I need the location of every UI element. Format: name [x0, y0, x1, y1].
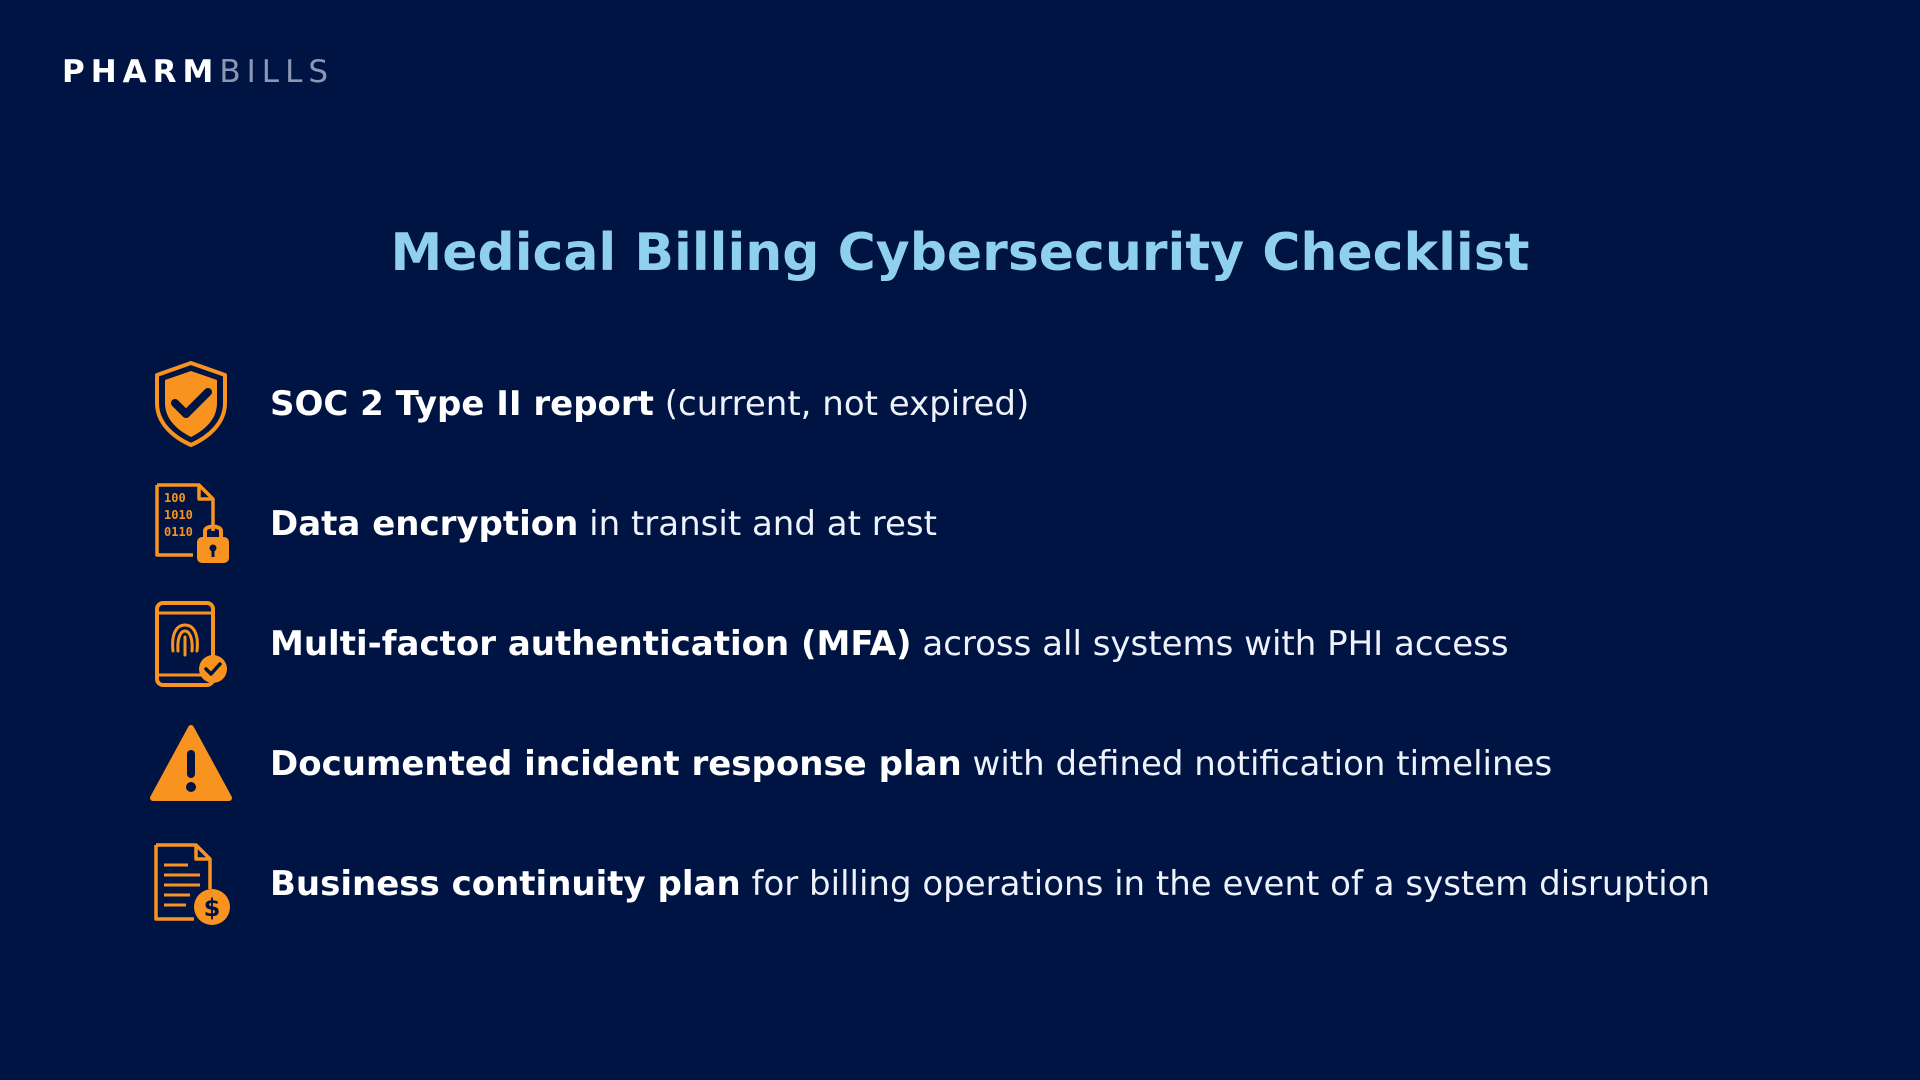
item-bold-text: Documented incident response plan — [270, 744, 962, 784]
fingerprint-phone-icon — [148, 598, 234, 690]
brand-logo — [62, 52, 334, 92]
item-bold-text: Data encryption — [270, 504, 579, 544]
checklist-item-mfa — [148, 598, 1888, 690]
invoice-dollar-icon — [148, 838, 234, 930]
logo-text-pharm: PHARM — [62, 54, 220, 90]
checklist-item-business-continuity — [148, 838, 1888, 930]
checklist — [148, 358, 1888, 958]
item-rest-text: (current, not expired) — [664, 384, 1030, 424]
checklist-item-text — [270, 502, 937, 546]
encrypted-file-icon — [148, 478, 234, 570]
svg-text:100: 100 — [164, 491, 186, 505]
svg-text:$: $ — [203, 894, 221, 922]
item-rest-text: in transit and at rest — [589, 504, 937, 544]
item-rest-text: across all systems with PHI access — [922, 624, 1509, 664]
page-title: Medical Billing Cybersecurity Checklist — [390, 223, 1530, 283]
checklist-item-incident-response — [148, 718, 1888, 810]
checklist-item-text — [270, 382, 1029, 426]
logo-text-bills: BILLS — [219, 54, 335, 90]
checklist-item-text — [270, 742, 1552, 786]
item-bold-text: SOC 2 Type II report — [270, 384, 654, 424]
item-rest-text: for billing operations in the event of a system disruption — [751, 864, 1711, 904]
warning-icon — [148, 718, 234, 810]
item-bold-text: Business continuity plan — [270, 864, 741, 904]
svg-text:1010: 1010 — [164, 508, 193, 522]
checklist-item-soc2 — [148, 358, 1888, 450]
item-bold-text: Multi-factor authentication (MFA) — [270, 624, 912, 664]
checklist-item-encryption — [148, 478, 1888, 570]
item-rest-text: with defined notification timelines — [972, 744, 1553, 784]
checklist-item-text — [270, 622, 1509, 666]
checklist-item-text — [270, 862, 1710, 906]
svg-text:0110: 0110 — [164, 525, 193, 539]
shield-check-icon — [148, 358, 234, 450]
